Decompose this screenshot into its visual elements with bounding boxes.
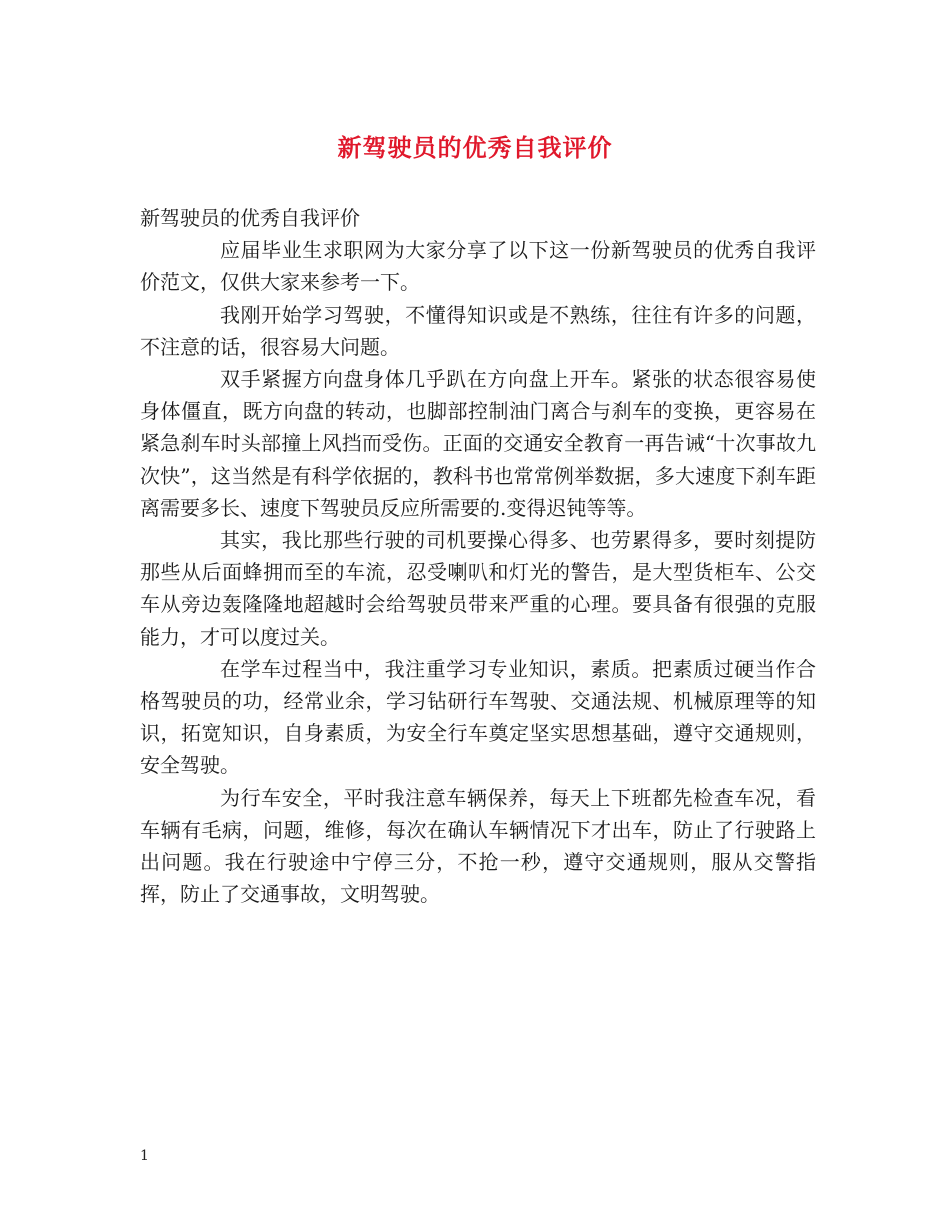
body-heading: 新驾驶员的优秀自我评价 (140, 206, 360, 230)
paragraph-6: 为行车安全，平时我注意车辆保养，每天上下班都先检查车况，看车辆有毛病，问题，维修，每次在确认车辆情况下才出车，防止了行驶路上出问题。我在行驶途中宁停三分，不抢一秒，遵守交通规则，服从交警指挥，防止了交通事故，文明驾驶。 (140, 785, 816, 907)
document-title: 新驾驶员的优秀自我评价 (337, 133, 613, 162)
paragraph-3: 双手紧握方向盘身体几乎趴在方向盘上开车。紧张的状态很容易使身体僵直，既方向盘的转动，也脚部控制油门离合与刹车的变换，更容易在紧急刹车时头部撞上风挡而受伤。正面的交通安全教育一再告诫“十次事故九次快”，这当然是有科学依据的，教科书也常常例举数据，多大速度下刹车距离需要多长、速度下驾驶员反应所需要的.变得迟钝等等。 (140, 367, 816, 520)
paragraph-2: 我刚开始学习驾驶，不懂得知识或是不熟练，往往有许多的问题，不注意的话，很容易大问题。 (140, 302, 816, 359)
page-number: 1 (140, 1148, 149, 1164)
paragraph-5: 在学车过程当中，我注重学习专业知识，素质。把素质过硬当作合格驾驶员的功，经常业余，学习钻研行车驾驶、交通法规、机械原理等的知识，拓宽知识，自身素质，为安全行车奠定坚实思想基础，遵守交通规则，安全驾驶。 (140, 656, 816, 778)
document-body (140, 202, 816, 910)
paragraph-4: 其实，我比那些行驶的司机要操心得多、也劳累得多，要时刻提防那些从后面蜂拥而至的车流，忍受喇叭和灯光的警告，是大型货柜车、公交车从旁边轰隆隆地超越时会给驾驶员带来严重的心理。要具备有很强的克服能力，才可以度过关。 (140, 528, 816, 649)
paragraph-1: 应届毕业生求职网为大家分享了以下这一份新驾驶员的优秀自我评价范文，仅供大家来参考一下。 (140, 238, 816, 295)
